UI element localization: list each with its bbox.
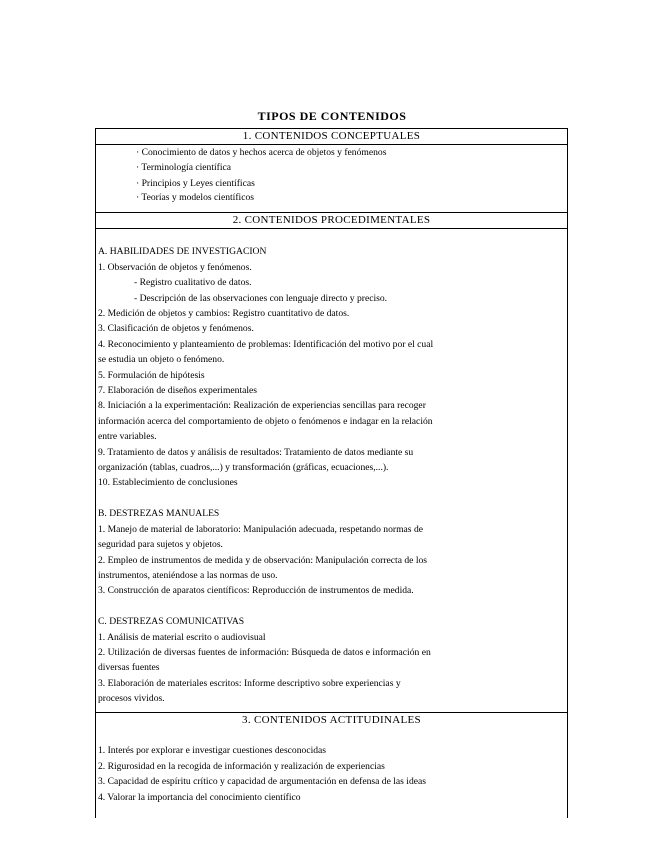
list-item: 3. Clasificación de objetos y fenómenos. bbox=[98, 323, 254, 335]
list-item: · Principios y Leyes científicas bbox=[136, 177, 255, 189]
list-item: instrumentos, ateniéndose a las normas de uso. bbox=[98, 569, 278, 581]
list-item: 2. Medición de objetos y cambios: Registro cuantitativo de datos. bbox=[98, 308, 350, 320]
section-heading: 1. CONTENIDOS CONCEPTUALES bbox=[96, 129, 567, 145]
list-item: 7. Elaboración de diseños experimentales bbox=[98, 385, 258, 397]
list-item: 8. Iniciación a la experimentación: Realización de experiencias sencillas para recoger bbox=[98, 400, 426, 412]
list-item: 1. Interés por explorar e investigar cuestiones desconocidas bbox=[98, 745, 327, 757]
list-item: 5. Formulación de hipótesis bbox=[98, 369, 205, 381]
list-item: 2. Empleo de instrumentos de medida y de observación: Manipulación correcta de los bbox=[98, 554, 428, 566]
list-item: · Conocimiento de datos y hechos acerca de objetos y fenómenos bbox=[136, 147, 387, 158]
list-item: 1. Análisis de material escrito o audiovisual bbox=[98, 631, 266, 643]
section-actitudinales bbox=[96, 712, 567, 805]
subsection-heading: B. DESTREZAS MANUALES bbox=[98, 508, 220, 520]
list-item: seguridad para sujetos y objetos. bbox=[98, 539, 223, 551]
list-item: 1. Observación de objetos y fenómenos. bbox=[98, 261, 252, 273]
list-item: 2. Rigurosidad en la recogida de información y realización de experiencias bbox=[98, 760, 385, 772]
section-conceptuales bbox=[96, 129, 567, 205]
list-item: 4. Reconocimiento y planteamiento de problemas: Identificación del motivo por el cual bbox=[98, 338, 434, 350]
list-item: se estudia un objeto o fenómeno. bbox=[98, 354, 225, 366]
list-item: procesos vividos. bbox=[98, 693, 165, 705]
list-item: - Registro cualitativo de datos. bbox=[134, 277, 252, 289]
list-item: 4. Valorar la importancia del conocimiento científico bbox=[98, 791, 301, 803]
subsection-heading: A. HABILIDADES DE INVESTIGACION bbox=[98, 246, 267, 258]
contents-table bbox=[95, 128, 568, 818]
section-heading: 2. CONTENIDOS PROCEDIMENTALES bbox=[96, 213, 567, 229]
list-item: 3. Capacidad de espíritu crítico y capacidad de argumentación en defensa de las ideas bbox=[98, 776, 427, 788]
section-heading: 3. CONTENIDOS ACTITUDINALES bbox=[242, 714, 421, 726]
list-item: 10. Establecimiento de conclusiones bbox=[98, 477, 238, 489]
list-item: · Terminología científica bbox=[136, 162, 232, 174]
list-item: 1. Manejo de material de laboratorio: Manipulación adecuada, respetando normas de bbox=[98, 523, 423, 535]
list-item: organización (tablas, cuadros,...) y transformación (gráficas, ecuaciones,...). bbox=[98, 462, 389, 474]
list-item: - Descripción de las observaciones con lenguaje directo y preciso. bbox=[134, 292, 388, 304]
section-procedimentales bbox=[96, 212, 567, 707]
list-item: 9. Tratamiento de datos y análisis de resultados: Tratamiento de datos mediante su bbox=[98, 446, 414, 458]
list-item: 2. Utilización de diversas fuentes de información: Búsqueda de datos e información en bbox=[98, 646, 431, 658]
list-item: · Teorías y modelos científicos bbox=[136, 192, 254, 204]
list-item: diversas fuentes bbox=[98, 662, 160, 674]
list-item: 3. Elaboración de materiales escritos: Informe descriptivo sobre experiencias y bbox=[98, 677, 401, 689]
page-title: TIPOS DE CONTENIDOS bbox=[257, 109, 407, 123]
list-item: 3. Construcción de aparatos científicos: Reproducción de instrumentos de medida. bbox=[98, 585, 414, 597]
list-item: información acerca del comportamiento de objeto o fenómenos e indagar en la relación bbox=[98, 415, 433, 427]
list-item: entre variables. bbox=[98, 431, 157, 443]
subsection-heading: C. DESTREZAS COMUNICATIVAS bbox=[98, 616, 245, 628]
